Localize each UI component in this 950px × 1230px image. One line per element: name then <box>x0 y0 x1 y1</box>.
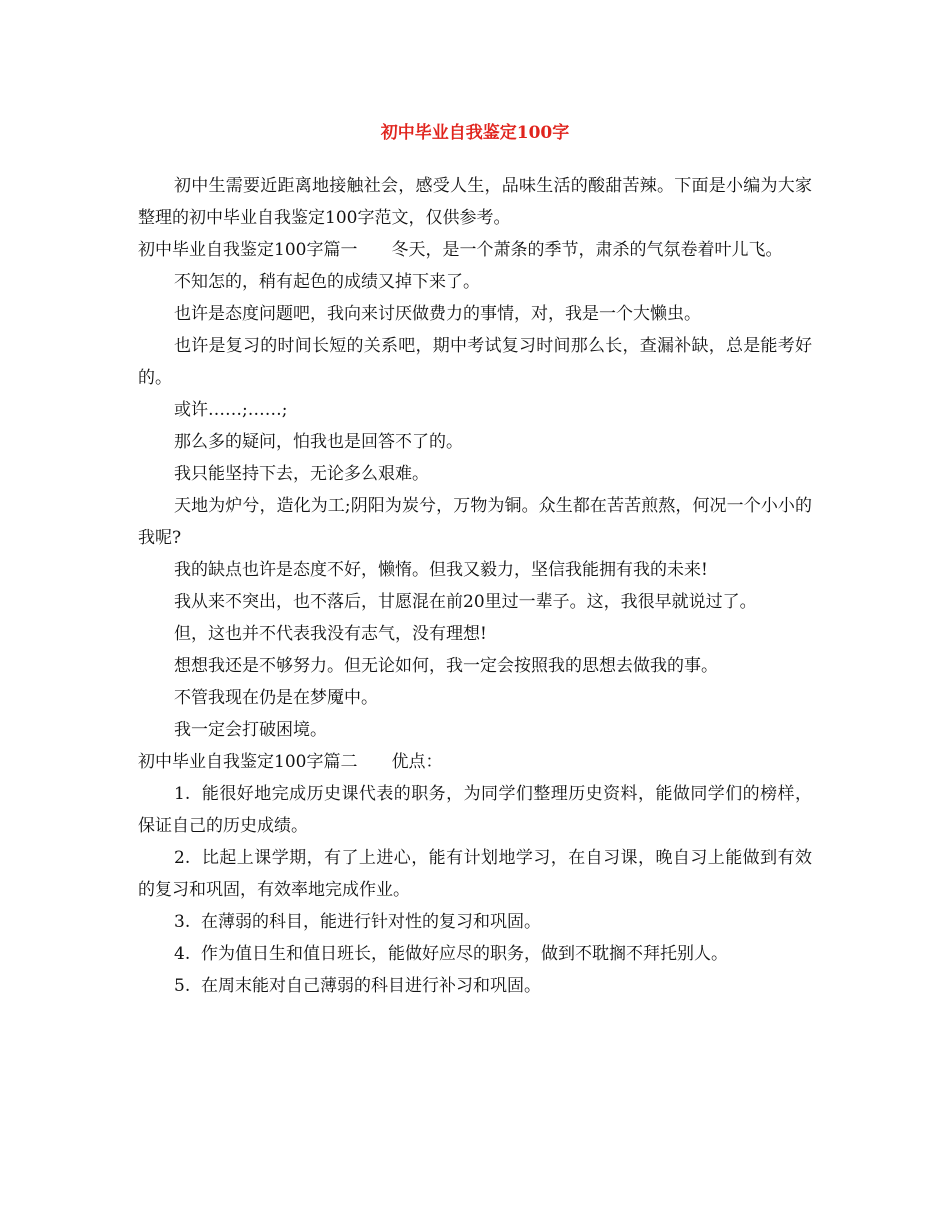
paragraph: 我只能坚持下去，无论多么艰难。 <box>174 464 429 484</box>
list-item: 3. 在薄弱的科目，能进行针对性的复习和巩固。 <box>174 912 542 932</box>
paragraph: 我从来不突出，也不落后，甘愿混在前20里过一辈子。这，我很早就说过了。 <box>174 592 757 612</box>
document-body <box>138 170 812 1002</box>
section-heading-2: 初中毕业自我鉴定100字篇二 优点： <box>138 752 443 772</box>
paragraph: 天地为炉兮，造化为工;阴阳为炭兮，万物为铜。众生都在苦苦煎熬，何况一个小小的我呢? <box>138 496 812 548</box>
paragraph: 想想我还是不够努力。但无论如何，我一定会按照我的思想去做我的事。 <box>174 656 718 676</box>
paragraph: 或许……;……; <box>174 400 288 420</box>
paragraph: 不知怎的，稍有起色的成绩又掉下来了。 <box>174 272 480 292</box>
list-item: 4. 作为值日生和值日班长，能做好应尽的职务，做到不耽搁不拜托别人。 <box>174 944 729 964</box>
paragraph: 我一定会打破困境。 <box>174 720 327 740</box>
document-title: 初中毕业自我鉴定100字 <box>380 123 570 143</box>
list-item: 1. 能很好地完成历史课代表的职务，为同学们整理历史资料，能做同学们的榜样，保证自己的历史成绩。 <box>138 784 812 836</box>
section-heading-1: 初中毕业自我鉴定100字篇一 冬天，是一个萧条的季节，肃杀的气氛卷着叶儿飞。 <box>138 240 783 260</box>
document-page <box>138 118 812 1002</box>
paragraph: 也许是态度问题吧，我向来讨厌做费力的事情，对，我是一个大懒虫。 <box>174 304 701 324</box>
list-item: 5. 在周末能对自己薄弱的科目进行补习和巩固。 <box>174 976 542 996</box>
paragraph: 不管我现在仍是在梦魇中。 <box>174 688 378 708</box>
paragraph: 也许是复习的时间长短的关系吧，期中考试复习时间那么长，查漏补缺，总是能考好的。 <box>138 336 812 388</box>
paragraph: 那么多的疑问，怕我也是回答不了的。 <box>174 432 463 452</box>
paragraph: 初中生需要近距离地接触社会，感受人生，品味生活的酸甜苦辣。下面是小编为大家整理的初中毕业自我鉴定100字范文，仅供参考。 <box>138 176 812 228</box>
paragraph: 但，这也并不代表我没有志气，没有理想! <box>174 624 487 644</box>
paragraph: 我的缺点也许是态度不好，懒惰。但我又毅力，坚信我能拥有我的未来! <box>174 560 708 580</box>
list-item: 2. 比起上课学期，有了上进心，能有计划地学习，在自习课，晚自习上能做到有效的复习和巩固，有效率地完成作业。 <box>138 848 812 900</box>
